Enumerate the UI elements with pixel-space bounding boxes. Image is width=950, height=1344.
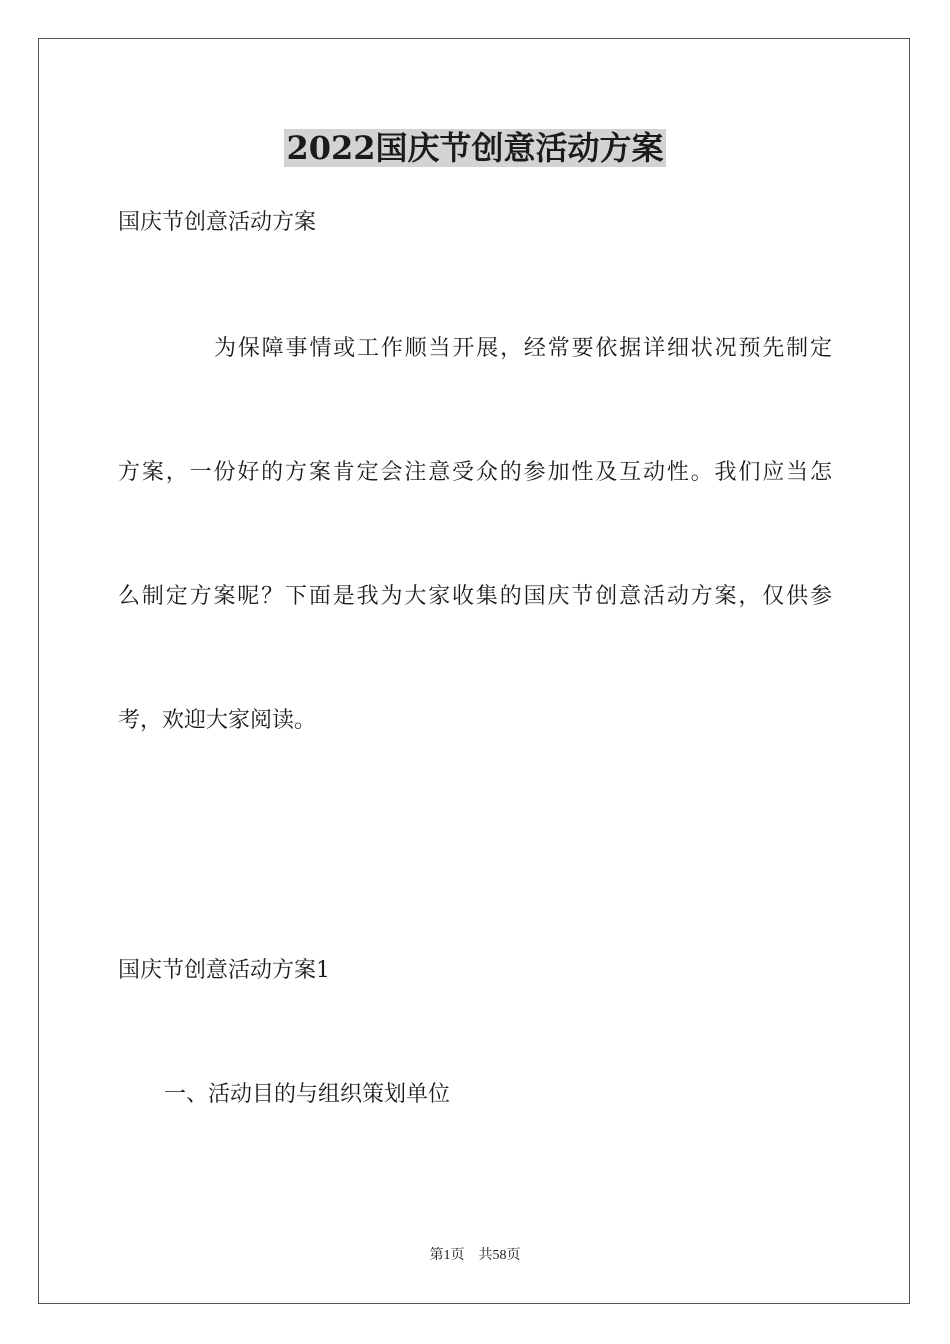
page-total: 共58页 bbox=[478, 1248, 521, 1263]
document-subtitle: 国庆节创意活动方案 bbox=[118, 210, 317, 235]
item-heading: 一、活动目的与组织策划单位 bbox=[164, 1082, 451, 1107]
document-title bbox=[0, 126, 950, 170]
section-heading: 国庆节创意活动方案1 bbox=[118, 958, 330, 983]
page-footer bbox=[0, 1246, 950, 1266]
intro-line-3: 么制定方案呢？下面是我为大家收集的国庆节创意活动方案，仅供参 bbox=[118, 584, 832, 609]
document-title-text: 2022国庆节创意活动方案 bbox=[286, 129, 664, 167]
intro-line-4: 考，欢迎大家阅读。 bbox=[118, 708, 317, 733]
intro-line-1: 为保障事情或工作顺当开展，经常要依据详细状况预先制定 bbox=[214, 336, 832, 361]
page-number: 第1页 bbox=[429, 1248, 465, 1263]
intro-line-2: 方案，一份好的方案肯定会注意受众的参加性及互动性。我们应当怎 bbox=[118, 460, 832, 485]
